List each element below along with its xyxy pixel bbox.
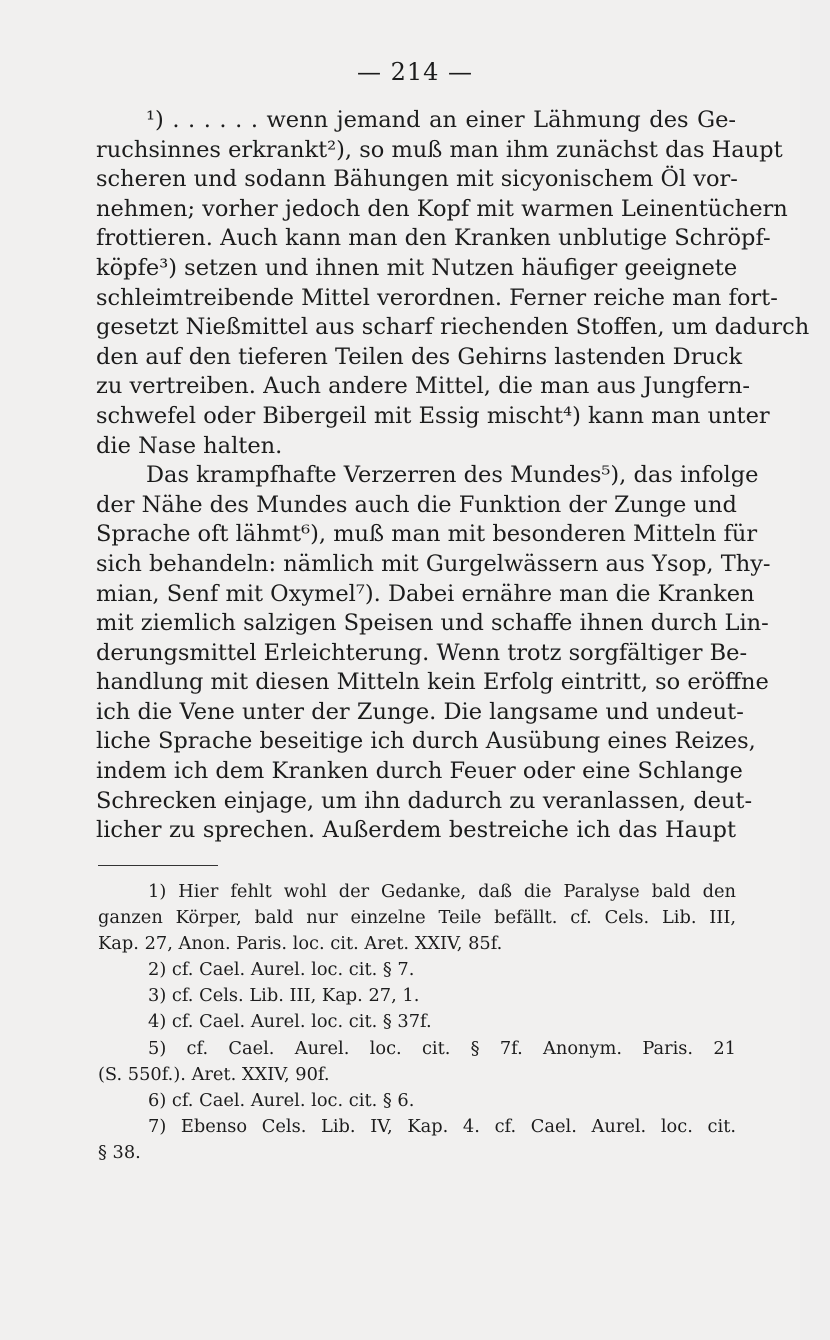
footnote-divider [98, 865, 218, 866]
footnote-line: (S. 550f.). Aret. XXIV, 90f. [98, 1063, 330, 1085]
footnote-line: 6) cf. Cael. Aurel. loc. cit. § 6. [148, 1089, 415, 1111]
text-line: ich die Vene unter der Zunge. Die langsame und undeut- [96, 698, 744, 725]
text-line: mit ziemlich salzigen Speisen und schaffe ihnen durch Lin- [96, 610, 769, 637]
text-line: liche Sprache beseitige ich durch Ausübung eines Reizes, [96, 728, 756, 755]
text-line: derungsmittel Erleichterung. Wenn trotz sorgfältiger Be- [96, 639, 748, 666]
text-line: köpfe³) setzen und ihnen mit Nutzen häufiger geeignete [96, 254, 738, 281]
text-line: zu vertreiben. Auch andere Mittel, die man aus Jungfern- [96, 373, 751, 400]
text-line: ruchsinnes erkrankt²), so muß man ihm zunächst das Haupt [96, 136, 783, 163]
text-line: handlung mit diesen Mitteln kein Erfolg eintritt, so eröffne [96, 669, 769, 696]
text-line: indem ich dem Kranken durch Feuer oder eine Schlange [96, 758, 743, 785]
text-line: sich behandeln: nämlich mit Gurgelwässern aus Ysop, Thy- [96, 550, 771, 577]
text-line: schwefel oder Bibergeil mit Essig mischt⁴) kann man unter [96, 402, 770, 429]
text-line: Schrecken einjage, um ihn dadurch zu veranlassen, deut- [96, 787, 753, 814]
page-number: — 214 — [356, 58, 474, 86]
text-line: der Nähe des Mundes auch die Funktion der Zunge und [96, 491, 737, 518]
footnotes [98, 879, 736, 1166]
footnote-line: ganzen Körper, bald nur einzelne Teile befällt. cf. Cels. Lib. III, [98, 907, 736, 929]
footnote-line: 3) cf. Cels. Lib. III, Kap. 27, 1. [148, 985, 420, 1007]
footnote-line: 5) cf. Cael. Aurel. loc. cit. § 7f. Anonym. Paris. 21 [148, 1037, 736, 1059]
text-line: den auf den tieferen Teilen des Gehirns lastenden Druck [96, 343, 743, 370]
text-line: die Nase halten. [96, 432, 283, 459]
footnote-line: 7) Ebenso Cels. Lib. IV, Kap. 4. cf. Cael. Aurel. loc. cit. [148, 1115, 736, 1137]
text-line: ¹) . . . . . . wenn jemand an einer Lähmung des Ge- [146, 107, 736, 133]
text-line: licher zu sprechen. Außerdem bestreiche ich das Haupt [96, 817, 736, 844]
text-line: Sprache oft lähmt⁶), muß man mit besonderen Mitteln für [96, 521, 758, 548]
main-text [96, 106, 810, 846]
footnote-line: 2) cf. Cael. Aurel. loc. cit. § 7. [148, 959, 415, 981]
text-line: scheren und sodann Bähungen mit sicyonischem Öl vor- [96, 166, 738, 193]
text-line: nehmen; vorher jedoch den Kopf mit warmen Leinentüchern [96, 195, 788, 222]
footnote-line: 1) Hier fehlt wohl der Gedanke, daß die Paralyse bald den [148, 881, 736, 902]
text-line: schleimtreibende Mittel verordnen. Ferner reiche man fort- [96, 284, 778, 311]
footnote-line: § 38. [98, 1141, 141, 1163]
text-line: mian, Senf mit Oxymel⁷). Dabei ernähre man die Kranken [96, 580, 755, 607]
text-line: frottieren. Auch kann man den Kranken unblutige Schröpf- [96, 225, 771, 252]
footnote-line: Kap. 27, Anon. Paris. loc. cit. Aret. XXIV, 85f. [98, 933, 503, 955]
text-line: Das krampfhafte Verzerren des Mundes⁵), das infolge [146, 462, 759, 489]
text-line: gesetzt Nießmittel aus scharf riechenden Stoffen, um dadurch [96, 314, 810, 341]
footnote-line: 4) cf. Cael. Aurel. loc. cit. § 37f. [148, 1011, 432, 1033]
